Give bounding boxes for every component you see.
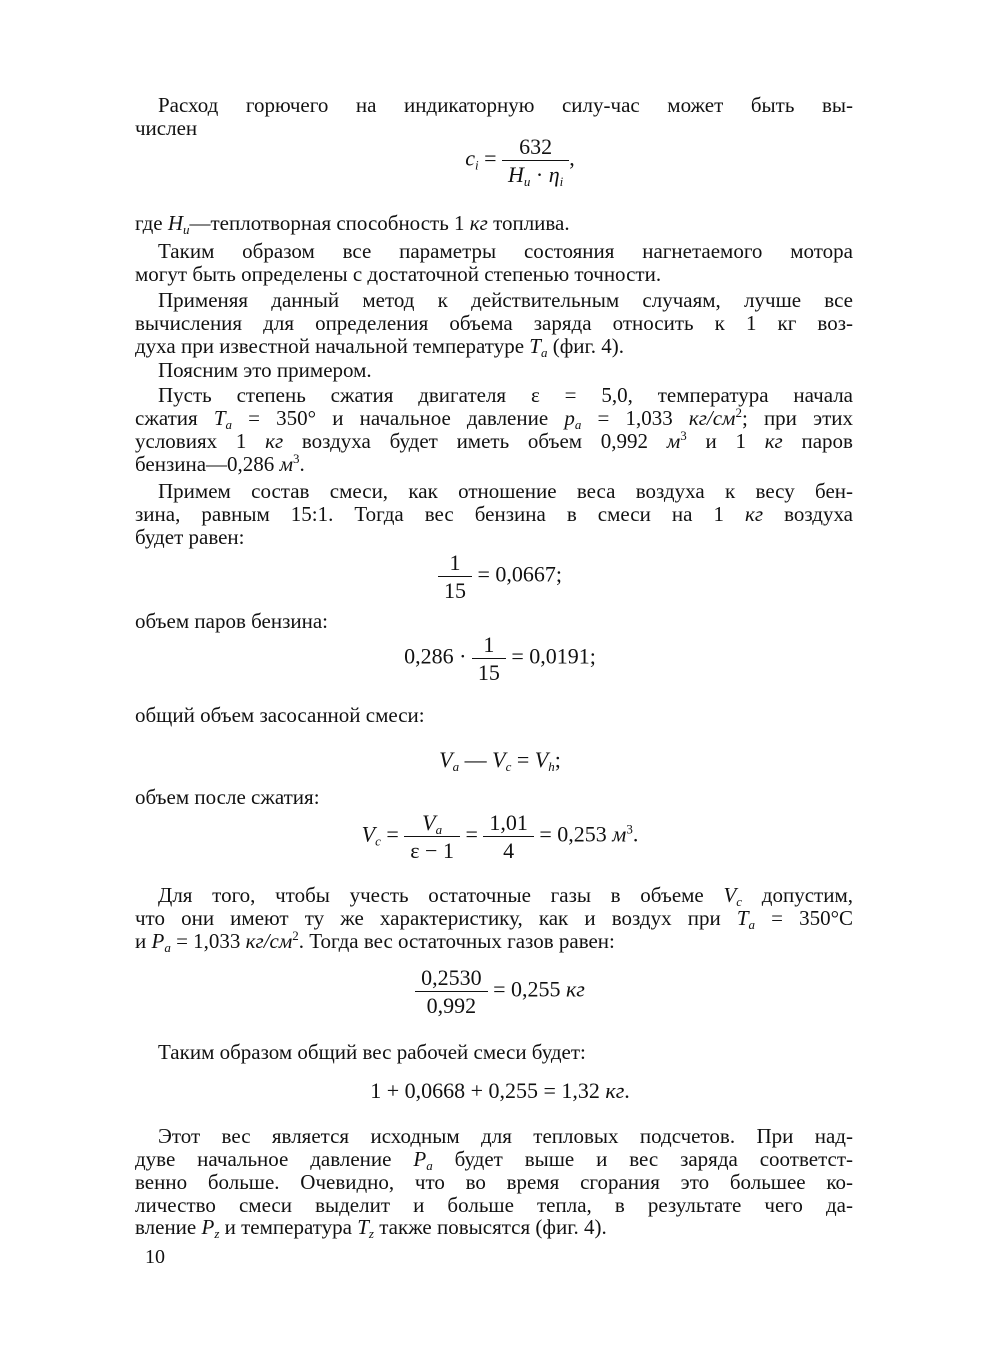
paragraph-line: Примем состав смеси, как отношение веса воздуха к весу бен- bbox=[158, 479, 853, 503]
paragraph-line: будет равен: bbox=[135, 525, 245, 549]
paragraph-line: Этот вес является исходным для тепловых подсчетов. При над- bbox=[158, 1124, 853, 1148]
paragraph-line: Расход горючего на индикаторную силу-час может быть вы- bbox=[158, 93, 853, 117]
page-number: 10 bbox=[145, 1246, 165, 1268]
formula-total-weight: 1 + 0,0668 + 0,255 = 1,32 кг. bbox=[370, 1078, 630, 1103]
paragraph-line: венно больше. Очевидно, что во время сгорания это большее ко- bbox=[135, 1170, 853, 1194]
formula-total-volume: $V_a$ — $V_c = V_h$; bbox=[439, 747, 561, 774]
paragraph-line: могут быть определены с достаточной степенью точности. bbox=[135, 262, 662, 286]
paragraph-line: Таким образом все параметры состояния нагнетаемого мотора bbox=[158, 239, 853, 263]
paragraph-line: объем после сжатия: bbox=[135, 785, 320, 809]
paragraph-line: бензина—0,286 $м^3$. bbox=[135, 451, 305, 476]
paragraph-line: вление $P_z$ и температура $T_z$ также повысятся (фиг. 4). bbox=[135, 1215, 607, 1241]
formula-residual-gas: $\frac{0,2530}{0,992}$ = 0,255 кг bbox=[0, 966, 1000, 1017]
paragraph-line: сжатия $T_a = 350^\circ$ и начальное давление $p_a = 1,033$ $кг/см^2$; при этих bbox=[135, 405, 853, 432]
formula-vapor-volume: 0,286 · $\frac{1}{15}$ = 0,0191; bbox=[404, 632, 596, 685]
paragraph-line: Для того, чтобы учесть остаточные газы в объеме $V_c$ допустим, bbox=[158, 883, 853, 909]
paragraph-line: вычисления для определения объема заряда относить к 1 кг воз- bbox=[135, 311, 853, 335]
paragraph-line: объем паров бензина: bbox=[135, 609, 328, 633]
paragraph-line: личество смеси выделит и больше тепла, в результате чего да- bbox=[135, 1193, 853, 1217]
paragraph-line: что они имеют ту же характеристику, как и воздух при $T_a = 350^\circ С$ bbox=[135, 906, 853, 932]
paragraph-line: Поясним это примером. bbox=[158, 358, 372, 382]
paragraph-line: зина, равным 15:1. Тогда вес бензина в смеси на 1 кг воздуха bbox=[135, 502, 853, 526]
paragraph-line: Пусть степень сжатия двигателя ε = 5,0, температура начала bbox=[158, 383, 853, 407]
paragraph-line: Применяя данный метод к действительным случаям, лучше все bbox=[158, 288, 853, 312]
paragraph-line: общий объем засосанной смеси: bbox=[135, 703, 425, 727]
paragraph-line: и $P_a = 1,033$ $кг/см^2$. Тогда вес остаточных газов равен: bbox=[135, 928, 615, 955]
paragraph-line: Таким образом общий вес рабочей смеси будет: bbox=[158, 1040, 586, 1064]
formula-compressed-volume: $V_c$ = $\frac{V_a}{\varepsilon - 1}$ = $\frac{1,01}{4}$ = 0,253 $м^3$. bbox=[361, 810, 639, 863]
formula-fuel-consumption: $c_i$ = $\frac{632}{H_u \cdot \eta_i}$ , bbox=[465, 134, 575, 189]
paragraph-line: где $H_u—теплотворная$ способность 1 кг топлива. bbox=[135, 211, 570, 237]
paragraph-line: духа при известной начальной температуре $T_a$ (фиг. 4). bbox=[135, 334, 625, 360]
paragraph-line: условиях 1 кг воздуха будет иметь объем 0,992 $м^3$ и 1 кг паров bbox=[135, 428, 853, 453]
paragraph-line: дуве начальное давление $P_a$ будет выше и вес заряда соответст- bbox=[135, 1147, 853, 1173]
paragraph-line: числен bbox=[135, 116, 198, 140]
formula-benzine-weight: $\frac{1}{15}$ = 0,0667; bbox=[0, 551, 1000, 602]
